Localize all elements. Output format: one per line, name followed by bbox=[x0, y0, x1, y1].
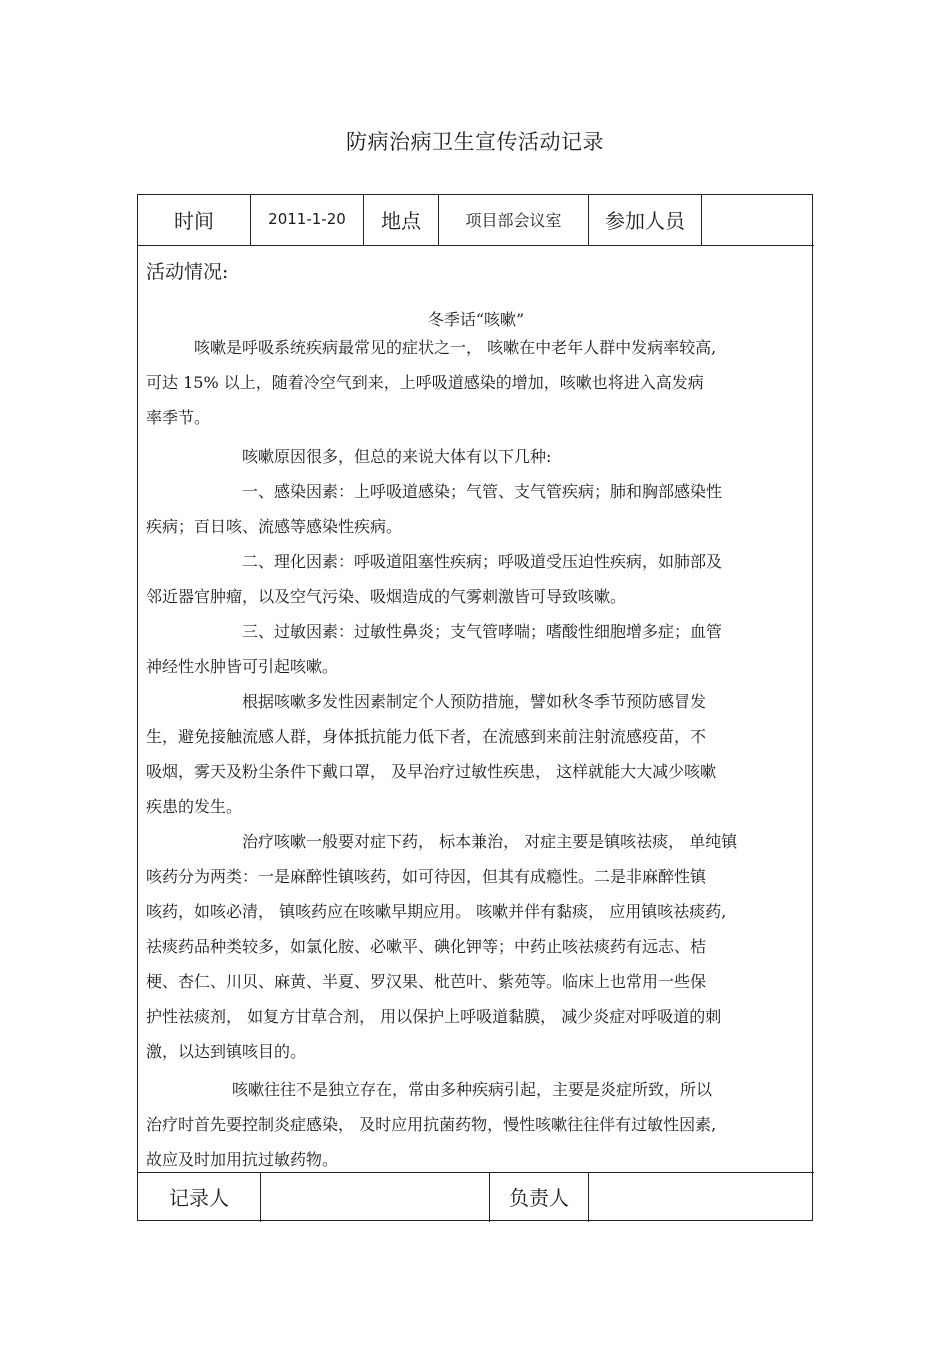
content-line: 根据咳嗽多发性因素制定个人预防措施，譬如秋冬季节预防感冒发 bbox=[242, 692, 707, 711]
participants-value[interactable] bbox=[702, 195, 812, 243]
activity-subtitle: 冬季话“咳嗽” bbox=[427, 310, 525, 329]
content-line: 可达 15% 以上，随着冷空气到来，上呼吸道感染的增加，咳嗽也将进入高发病 bbox=[146, 373, 704, 392]
content-line: 咳嗽往往不是独立存在，常由多种疾病引起，主要是炎症所致，所以 bbox=[232, 1080, 713, 1099]
content-line: 咳嗽原因很多，但总的来说大体有以下几种: bbox=[242, 447, 552, 466]
page-title: 防病治病卫生宣传活动记录 bbox=[346, 130, 604, 154]
content-line: 三、过敏因素：过敏性鼻炎；支气管哮喘；嗜酸性细胞增多症；血管 bbox=[242, 622, 723, 641]
content-line: 邻近器官肿瘤，以及空气污染、吸烟造成的气雾刺激皆可导致咳嗽。 bbox=[146, 587, 627, 606]
content-line: 二、理化因素：呼吸道阻塞性疾病；呼吸道受压迫性疾病，如肺部及 bbox=[242, 552, 723, 571]
content-line: 祛痰药品种类较多，如氯化胺、必嗽平、碘化钾等；中药止咳祛痰药有远志、桔 bbox=[146, 937, 707, 956]
time-value: 2011-1-20 bbox=[268, 210, 346, 228]
content-line: 梗、杏仁、川贝、麻黄、半夏、罗汉果、枇芭叶、紫苑等。临床上也常用一些保 bbox=[146, 972, 707, 991]
place-value: 项目部会议室 bbox=[465, 210, 562, 230]
content-line: 疾患的发生。 bbox=[146, 797, 243, 816]
activity-label: 活动情况: bbox=[146, 261, 229, 283]
content-line: 神经性水肿皆可引起咳嗽。 bbox=[146, 657, 339, 676]
content-line: 一、感染因素：上呼吸道感染；气管、支气管疾病；肺和胸部感染性 bbox=[242, 482, 723, 501]
content-line: 咳嗽是呼吸系统疾病最常见的症状之一， 咳嗽在中老年人群中发病率较高, bbox=[194, 338, 717, 357]
content-line: 激，以达到镇咳目的。 bbox=[146, 1042, 307, 1061]
content-line: 治疗时首先要控制炎症感染， 及时应用抗菌药物，慢性咳嗽往往伴有过敏性因素, bbox=[146, 1115, 717, 1134]
time-label: 时间 bbox=[174, 208, 214, 233]
place-label: 地点 bbox=[381, 208, 421, 233]
content-line: 率季节。 bbox=[146, 408, 211, 427]
responsible-value[interactable] bbox=[589, 1173, 812, 1219]
content-line: 护性祛痰剂， 如复方甘草合剂， 用以保护上呼吸道黏膜， 减少炎症对呼吸道的刺 bbox=[146, 1007, 722, 1026]
responsible-label: 负责人 bbox=[509, 1185, 569, 1210]
content-line: 吸烟，雾天及粉尘条件下戴口罩， 及早治疗过敏性疾患， 这样就能大大减少咳嗽 bbox=[146, 762, 717, 781]
recorder-value[interactable] bbox=[261, 1173, 489, 1219]
content-line: 疾病；百日咳、流感等感染性疾病。 bbox=[146, 517, 403, 536]
participants-label: 参加人员 bbox=[605, 208, 685, 233]
content-line: 治疗咳嗽一般要对症下药， 标本兼治， 对症主要是镇咳祛痰， 单纯镇 bbox=[242, 832, 738, 851]
content-line: 生，避免接触流感人群，身体抵抗能力低下者，在流感到来前注射流感疫苗，不 bbox=[146, 727, 707, 746]
recorder-label: 记录人 bbox=[169, 1185, 229, 1210]
record-table bbox=[137, 194, 813, 1221]
content-line: 咳药，如咳必清， 镇咳药应在咳嗽早期应用。 咳嗽并伴有黏痰， 应用镇咳祛痰药, bbox=[146, 902, 727, 921]
header-row-divider bbox=[138, 245, 814, 246]
content-line: 咳药分为两类：一是麻醉性镇咳药，如可待因，但其有成瘾性。二是非麻醉性镇 bbox=[146, 867, 707, 886]
content-line: 故应及时加用抗过敏药物。 bbox=[146, 1150, 339, 1169]
